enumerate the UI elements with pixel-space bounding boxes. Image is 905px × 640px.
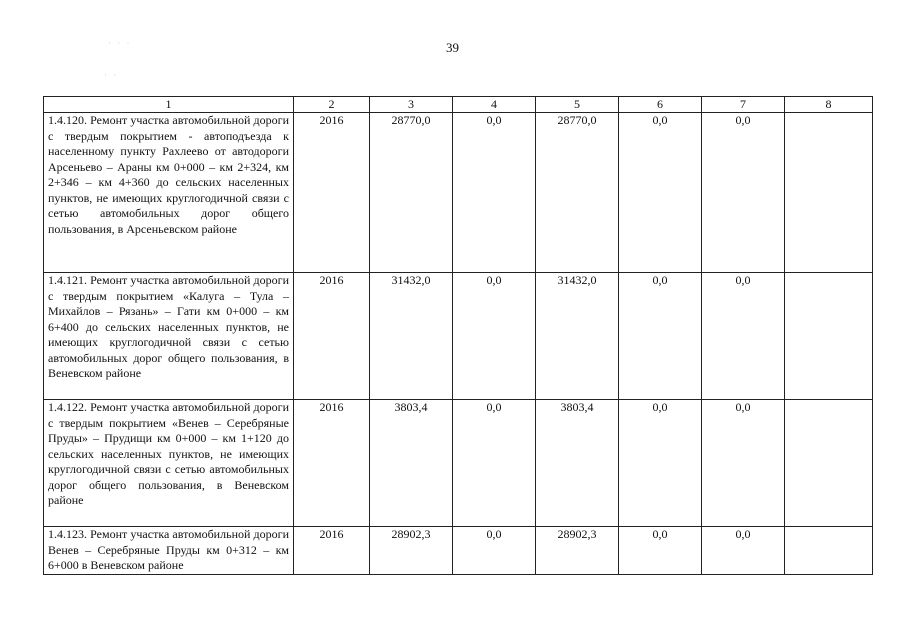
amount-cell: 3803,4 [536, 400, 619, 527]
work-description: 1.4.123. Ремонт участка автомобильной дороги Венев – Серебряные Пруды км 0+312 – км 6+000 в Веневском районе [44, 527, 294, 575]
note-cell [785, 527, 873, 575]
amount-total-cell: 28902,3 [370, 527, 453, 575]
scan-noise: · · · [108, 38, 132, 48]
amount-cell: 0,0 [453, 400, 536, 527]
note-cell [785, 273, 873, 400]
amount-cell: 0,0 [702, 273, 785, 400]
page-number: 39 [446, 40, 459, 55]
amount-cell: 0,0 [453, 527, 536, 575]
year-cell: 2016 [294, 527, 370, 575]
amount-cell: 0,0 [702, 113, 785, 273]
column-header: 1 [44, 97, 294, 113]
year-cell: 2016 [294, 273, 370, 400]
amount-total-cell: 28770,0 [370, 113, 453, 273]
amount-cell: 0,0 [619, 400, 702, 527]
amount-cell: 0,0 [702, 527, 785, 575]
table-row [44, 527, 873, 575]
column-header: 7 [702, 97, 785, 113]
column-header: 3 [370, 97, 453, 113]
table-row [44, 113, 873, 273]
amount-cell: 0,0 [619, 113, 702, 273]
work-description: 1.4.122. Ремонт участка автомобильной дороги с твердым покрытием «Венев – Серебряные Пруды» – Прудищи км 0+000 – км 1+120 до сельских населенных пунктов, не имеющих круглогодичной связи с сетью автомобильных дорог общего пользования, в Веневском районе [44, 400, 294, 527]
amount-total-cell: 3803,4 [370, 400, 453, 527]
amount-cell: 28902,3 [536, 527, 619, 575]
work-description: 1.4.121. Ремонт участка автомобильной дороги с твердым покрытием «Калуга – Тула – Михайлов – Рязань» – Гати км 0+000 – км 6+400 до сельских населенных пунктов, не имеющих круглогодичной связи с сетью автомобильных дорог общего пользования, в Веневском районе [44, 273, 294, 400]
amount-cell: 0,0 [453, 273, 536, 400]
note-cell [785, 113, 873, 273]
note-cell [785, 400, 873, 527]
year-cell: 2016 [294, 113, 370, 273]
amount-cell: 0,0 [619, 273, 702, 400]
column-header: 8 [785, 97, 873, 113]
scan-noise: · · [104, 70, 119, 80]
column-header: 5 [536, 97, 619, 113]
amount-cell: 31432,0 [536, 273, 619, 400]
work-description: 1.4.120. Ремонт участка автомобильной дороги с твердым покрытием - автоподъезда к населенному пункту Рахлеево от автодороги Арсеньево – Араны км 0+000 – км 2+324, км 2+346 – км 4+360 до сельских населенных пунктов, не имеющих круглогодичной связи с сетью автомобильных дорог общего пользования, в Арсеньевском районе [44, 113, 294, 273]
table-row [44, 400, 873, 527]
works-table [43, 96, 873, 575]
amount-cell: 0,0 [702, 400, 785, 527]
amount-cell: 0,0 [453, 113, 536, 273]
column-header: 4 [453, 97, 536, 113]
column-header: 6 [619, 97, 702, 113]
amount-cell: 0,0 [619, 527, 702, 575]
year-cell: 2016 [294, 400, 370, 527]
header-row [44, 97, 873, 113]
column-header: 2 [294, 97, 370, 113]
amount-total-cell: 31432,0 [370, 273, 453, 400]
table-row [44, 273, 873, 400]
amount-cell: 28770,0 [536, 113, 619, 273]
